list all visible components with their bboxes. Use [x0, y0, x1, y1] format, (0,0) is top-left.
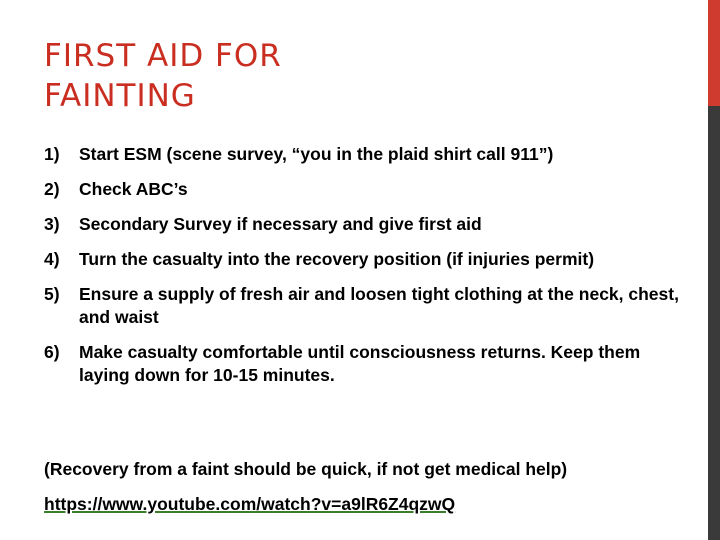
step-number: 1) — [44, 144, 60, 164]
step-item — [44, 213, 684, 236]
video-link[interactable]: https://www.youtube.com/watch?v=a9lR6Z4qzwQ — [44, 494, 456, 514]
accent-bar-red — [708, 0, 720, 106]
steps-list — [44, 143, 684, 387]
step-number: 4) — [44, 249, 60, 269]
step-item — [44, 178, 684, 201]
recovery-note: (Recovery from a faint should be quick, if not get medical help) — [44, 459, 568, 479]
step-item — [44, 341, 684, 387]
step-item — [44, 143, 684, 166]
accent-bar-dark — [708, 106, 720, 540]
step-number: 2) — [44, 179, 60, 199]
step-number: 6) — [44, 342, 60, 362]
step-text: Secondary Survey if necessary and give first aid — [79, 214, 482, 234]
slide-title-line2: FAINTING — [44, 78, 196, 114]
slide-title-line1: FIRST AID FOR — [44, 38, 282, 74]
step-text: Make casualty comfortable until consciousness returns. Keep them laying down for 10-15 minutes. — [79, 342, 641, 385]
step-text: Ensure a supply of fresh air and loosen tight clothing at the neck, chest, and waist — [79, 284, 679, 327]
step-text: Check ABC’s — [79, 179, 188, 199]
slide-title — [44, 36, 564, 116]
step-number: 3) — [44, 214, 60, 234]
step-text: Turn the casualty into the recovery position (if injuries permit) — [79, 249, 595, 269]
step-item — [44, 248, 684, 271]
step-text: Start ESM (scene survey, “you in the plaid shirt call 911”) — [79, 144, 554, 164]
step-number: 5) — [44, 284, 60, 304]
step-item — [44, 283, 684, 329]
